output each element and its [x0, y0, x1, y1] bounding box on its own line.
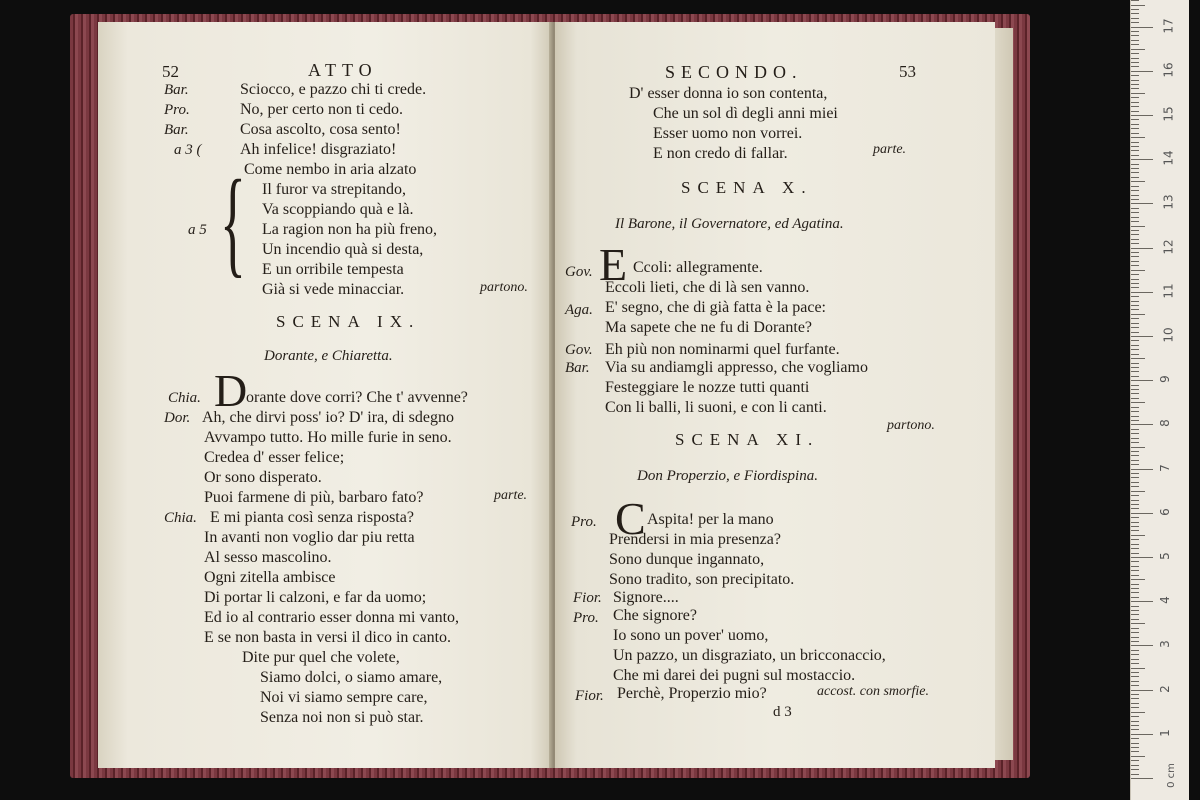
- ruler-tick: [1131, 725, 1139, 726]
- stage-direction: accost. con smorfie.: [817, 684, 929, 699]
- aria-line: Noi vi siamo sempre care,: [260, 689, 428, 706]
- verse-line: Un pazzo, un disgraziato, un bricconaccio,: [613, 647, 886, 664]
- ruler-tick: [1131, 579, 1145, 580]
- ruler-tick: [1131, 632, 1139, 633]
- ruler-tick: [1131, 376, 1139, 377]
- ruler-tick: [1131, 363, 1139, 364]
- ruler-tick: [1131, 146, 1139, 147]
- ruler-tick: [1131, 460, 1139, 461]
- ruler-tick: [1131, 115, 1153, 116]
- ruler-unit: 0 cm: [1165, 763, 1177, 788]
- ruler-tick: [1131, 327, 1139, 328]
- verse-line: Avvampo tutto. Ho mille furie in seno.: [204, 429, 452, 446]
- ruler-tick: [1131, 243, 1139, 244]
- ruler-tick: [1131, 690, 1153, 691]
- verse-line: Eh più non nominarmi quel furfante.: [605, 341, 840, 358]
- verse-line: Come nembo in aria alzato: [244, 161, 417, 178]
- ruler-tick: [1131, 734, 1153, 735]
- signature-mark: d 3: [773, 704, 792, 720]
- ruler-tick: [1131, 402, 1145, 403]
- ruler-tick: [1131, 455, 1139, 456]
- ruler-tick: [1131, 606, 1139, 607]
- ruler-number: 10: [1161, 327, 1176, 343]
- verse-line: Ah infelice! disgraziato!: [240, 141, 397, 158]
- ruler-tick: [1131, 181, 1145, 182]
- ruler-tick: [1131, 729, 1139, 730]
- ruler-tick: [1131, 195, 1139, 196]
- ruler-tick: [1131, 265, 1139, 266]
- ruler-tick: [1131, 469, 1153, 470]
- verse-line: E' segno, che di già fatta è la pace:: [605, 299, 826, 316]
- ruler-tick: [1131, 566, 1139, 567]
- speaker-label: Fior.: [573, 590, 602, 606]
- ruler-tick: [1131, 416, 1139, 417]
- running-head: ATTO: [308, 60, 378, 80]
- verse-line: Di portar li calzoni, e far da uomo;: [204, 589, 427, 606]
- ruler-number: 12: [1161, 238, 1176, 255]
- verse-line: Che un sol dì degli anni miei: [653, 105, 838, 122]
- voices-label: a 3 (: [174, 142, 202, 158]
- ruler-number: 1: [1157, 728, 1172, 737]
- verse-line: E se non basta in versi il dico in canto.: [204, 629, 452, 646]
- ruler-tick: [1131, 601, 1153, 602]
- ruler-tick: [1131, 623, 1145, 624]
- ruler-number: 2: [1157, 684, 1172, 693]
- ruler-tick: [1131, 504, 1139, 505]
- page-number: 52: [162, 62, 179, 81]
- verse-line: Eccoli lieti, che di là sen vanno.: [605, 279, 810, 296]
- verse-line: Sciocco, e pazzo chi ti crede.: [240, 81, 427, 98]
- verse-line: Ed io al contrario esser donna mi vanto,: [204, 609, 460, 626]
- ruler-tick: [1131, 473, 1139, 474]
- verse-line: Ma sapete che ne fu di Dorante?: [605, 319, 813, 336]
- ruler-tick: [1131, 756, 1145, 757]
- ruler-number: 5: [1157, 552, 1172, 560]
- ruler-tick: [1131, 654, 1139, 655]
- ruler-tick: [1131, 190, 1139, 191]
- ruler-tick: [1131, 318, 1139, 319]
- verse-line: E un orribile tempesta: [262, 261, 404, 278]
- speaker-label: Pro.: [164, 102, 190, 118]
- scene-title: SCENA XI.: [675, 430, 820, 449]
- ruler-tick: [1131, 760, 1139, 761]
- ruler-tick: [1131, 226, 1145, 227]
- ruler-tick: [1131, 694, 1139, 695]
- ruler-tick: [1131, 13, 1139, 14]
- brace-glyph: {: [220, 155, 246, 288]
- verse-line: Un incendio quà si desta,: [262, 241, 424, 258]
- scene-title: SCENA IX.: [276, 312, 421, 331]
- verse-line: No, per certo non ti cedo.: [240, 101, 404, 118]
- ruler-tick: [1131, 111, 1139, 112]
- speaker-label: Bar.: [565, 360, 590, 376]
- verse-line: Sono dunque ingannato,: [609, 551, 765, 568]
- ruler-tick: [1131, 371, 1139, 372]
- ruler-tick: [1131, 49, 1145, 50]
- ruler-tick: [1131, 71, 1153, 72]
- voices-label: a 5: [188, 222, 207, 238]
- speaker-label: Chia.: [164, 510, 197, 526]
- ruler-tick: [1131, 309, 1139, 310]
- ruler-tick: [1131, 508, 1139, 509]
- ruler-tick: [1131, 707, 1139, 708]
- ruler-tick: [1131, 778, 1153, 779]
- ruler-tick: [1131, 628, 1139, 629]
- ruler-tick: [1131, 128, 1139, 129]
- ruler-tick: [1131, 438, 1139, 439]
- ruler-tick: [1131, 287, 1139, 288]
- verse-line: Signore....: [613, 589, 679, 606]
- ruler-tick: [1131, 610, 1139, 611]
- ruler-tick: [1131, 239, 1139, 240]
- ruler-tick: [1131, 84, 1139, 85]
- ruler-tick: [1131, 672, 1139, 673]
- ruler-tick: [1131, 553, 1139, 554]
- page-number: 53: [899, 62, 916, 81]
- ruler-tick: [1131, 482, 1139, 483]
- ruler-tick: [1131, 641, 1139, 642]
- ruler-number: 4: [1157, 596, 1172, 605]
- scene-cast: Il Barone, il Governatore, ed Agatina.: [615, 216, 844, 232]
- ruler-tick: [1131, 575, 1139, 576]
- ruler-tick: [1131, 168, 1139, 169]
- ruler-tick: [1131, 451, 1139, 452]
- ruler-tick: [1131, 62, 1139, 63]
- ruler-tick: [1131, 557, 1153, 558]
- drop-cap: E: [599, 239, 628, 290]
- ruler-tick: [1131, 44, 1139, 45]
- ruler-tick: [1131, 393, 1139, 394]
- ruler-tick: [1131, 164, 1139, 165]
- ruler-tick: [1131, 495, 1139, 496]
- ruler-tick: [1131, 102, 1139, 103]
- ruler-tick: [1131, 637, 1139, 638]
- ruler-number: 16: [1161, 62, 1176, 78]
- ruler-tick: [1131, 0, 1139, 1]
- ruler-tick: [1131, 614, 1139, 615]
- ruler-tick: [1131, 491, 1145, 492]
- ruler-tick: [1131, 774, 1139, 775]
- stage-direction: partono.: [480, 280, 528, 295]
- verse-line: Esser uomo non vorrei.: [653, 125, 803, 142]
- ruler-tick: [1131, 698, 1139, 699]
- ruler-tick: [1131, 769, 1139, 770]
- ruler-tick: [1131, 592, 1139, 593]
- ruler-tick: [1131, 66, 1139, 67]
- running-head: SECONDO.: [665, 62, 803, 82]
- drop-cap: C: [615, 493, 646, 544]
- ruler-tick: [1131, 584, 1139, 585]
- ruler-tick: [1131, 80, 1139, 81]
- ruler-tick: [1131, 203, 1153, 204]
- ruler-tick: [1131, 133, 1139, 134]
- ruler-tick: [1131, 314, 1145, 315]
- ruler-tick: [1131, 429, 1139, 430]
- ruler-tick: [1131, 248, 1153, 249]
- ruler-tick: [1131, 124, 1139, 125]
- ruler-tick: [1131, 548, 1139, 549]
- ruler-tick: [1131, 703, 1139, 704]
- verse-line: Già si vede minacciar.: [262, 281, 405, 298]
- ruler-tick: [1131, 217, 1139, 218]
- ruler-tick: [1131, 172, 1139, 173]
- verse-line: Ccoli: allegramente.: [633, 259, 763, 276]
- ruler-tick: [1131, 296, 1139, 297]
- verse-line: Credea d' esser felice;: [204, 449, 345, 466]
- ruler-tick: [1131, 159, 1153, 160]
- ruler-tick: [1131, 738, 1139, 739]
- verse-line: Via su andiamgli appresso, che vogliamo: [605, 359, 868, 376]
- aria-line: Siamo dolci, o siamo amare,: [260, 669, 443, 686]
- ruler-tick: [1131, 31, 1139, 32]
- ruler-number: 11: [1161, 283, 1176, 299]
- ruler-tick: [1131, 561, 1139, 562]
- ruler-tick: [1131, 274, 1139, 275]
- ruler-tick: [1131, 398, 1139, 399]
- ruler-tick: [1131, 411, 1139, 412]
- ruler-tick: [1131, 535, 1145, 536]
- ruler-tick: [1131, 332, 1139, 333]
- speaker-label: Pro.: [573, 610, 599, 626]
- verse-line: La ragion non ha più freno,: [262, 221, 438, 238]
- ruler-tick: [1131, 645, 1153, 646]
- ruler-tick: [1131, 22, 1139, 23]
- speaker-label: Dor.: [164, 410, 191, 426]
- ruler-tick: [1131, 186, 1139, 187]
- ruler-tick: [1131, 221, 1139, 222]
- ruler-tick: [1131, 292, 1153, 293]
- ruler-tick: [1131, 345, 1139, 346]
- verse-line: Prendersi in mia presenza?: [609, 531, 781, 548]
- ruler-tick: [1131, 539, 1139, 540]
- drop-cap: D: [214, 365, 248, 416]
- ruler-tick: [1131, 177, 1139, 178]
- verse-line: E mi pianta così senza risposta?: [210, 509, 414, 526]
- ruler-number: 7: [1157, 463, 1172, 472]
- ruler-tick: [1131, 27, 1153, 28]
- ruler-tick: [1131, 442, 1139, 443]
- ruler-tick: [1131, 18, 1139, 19]
- speaker-label: Chia.: [168, 390, 201, 406]
- ruler-tick: [1131, 385, 1139, 386]
- ruler-tick: [1131, 420, 1139, 421]
- ruler-tick: [1131, 261, 1139, 262]
- stage-direction: parte.: [873, 142, 907, 157]
- ruler-tick: [1131, 137, 1145, 138]
- verse-line: Che mi darei dei pugni sul mostaccio.: [613, 667, 856, 684]
- verse-line: Ogni zitella ambisce: [204, 569, 336, 586]
- ruler-tick: [1131, 447, 1145, 448]
- ruler-tick: [1131, 349, 1139, 350]
- ruler-tick: [1131, 743, 1139, 744]
- ruler-tick: [1131, 765, 1139, 766]
- verse-line: Il furor va strepitando,: [262, 181, 406, 198]
- ruler-tick: [1131, 323, 1139, 324]
- verse-line: Cosa ascolto, cosa sento!: [240, 121, 401, 138]
- verse-line: E non credo di fallar.: [653, 145, 788, 162]
- ruler-tick: [1131, 716, 1139, 717]
- ruler-number: 3: [1157, 640, 1172, 649]
- ruler-tick: [1131, 208, 1139, 209]
- ruler-tick: [1131, 301, 1139, 302]
- ruler-number: 17: [1161, 17, 1176, 34]
- ruler-tick: [1131, 142, 1139, 143]
- ruler-tick: [1131, 477, 1139, 478]
- ruler-tick: [1131, 522, 1139, 523]
- ruler-tick: [1131, 340, 1139, 341]
- verse-line: Io sono un pover' uomo,: [613, 627, 769, 644]
- speaker-label: Gov.: [565, 342, 593, 358]
- ruler-tick: [1131, 155, 1139, 156]
- ruler-tick: [1131, 354, 1139, 355]
- ruler-tick: [1131, 40, 1139, 41]
- ruler-tick: [1131, 380, 1153, 381]
- ruler-tick: [1131, 75, 1139, 76]
- ruler-number: 9: [1157, 375, 1172, 384]
- ruler-tick: [1131, 712, 1145, 713]
- ruler-tick: [1131, 305, 1139, 306]
- ruler-tick: [1131, 517, 1139, 518]
- verse-line: Con li balli, li suoni, e con li canti.: [605, 399, 827, 416]
- ruler-tick: [1131, 659, 1139, 660]
- stage-direction: parte.: [494, 488, 528, 503]
- ruler-tick: [1131, 336, 1153, 337]
- aria-line: Dite pur quel che volete,: [242, 649, 400, 666]
- ruler-tick: [1131, 270, 1145, 271]
- ruler-tick: [1131, 234, 1139, 235]
- ruler-tick: [1131, 650, 1139, 651]
- ruler-tick: [1131, 676, 1139, 677]
- ruler-tick: [1131, 464, 1139, 465]
- verse-line: Va scoppiando quà e là.: [262, 201, 414, 218]
- ruler-tick: [1131, 35, 1139, 36]
- ruler-tick: [1131, 407, 1139, 408]
- verse-line: Che signore?: [613, 607, 697, 624]
- verse-line: Or sono disperato.: [204, 469, 322, 486]
- ruler-tick: [1131, 252, 1139, 253]
- right-page: [555, 22, 995, 768]
- speaker-label: Pro.: [571, 514, 597, 530]
- verse-line: In avanti non voglio dar piu retta: [204, 529, 415, 546]
- ruler-tick: [1131, 530, 1139, 531]
- ruler-tick: [1131, 358, 1145, 359]
- scene-cast: Dorante, e Chiaretta.: [264, 348, 393, 364]
- ruler-tick: [1131, 212, 1139, 213]
- ruler-tick: [1131, 544, 1139, 545]
- ruler-tick: [1131, 513, 1153, 514]
- verse-line: Puoi farmene di più, barbaro fato?: [204, 489, 424, 506]
- ruler-tick: [1131, 486, 1139, 487]
- ruler-number: 13: [1161, 194, 1176, 211]
- speaker-label: Aga.: [565, 302, 593, 318]
- ruler-tick: [1131, 283, 1139, 284]
- ruler-tick: [1131, 588, 1139, 589]
- ruler-tick: [1131, 53, 1139, 54]
- verse-line: Aspita! per la mano: [647, 511, 774, 528]
- scene-cast: Don Properzio, e Fiordispina.: [637, 468, 818, 484]
- ruler-tick: [1131, 58, 1139, 59]
- ruler-tick: [1131, 570, 1139, 571]
- ruler-number: 8: [1157, 419, 1172, 428]
- ruler-tick: [1131, 106, 1139, 107]
- ruler-tick: [1131, 500, 1139, 501]
- ruler-tick: [1131, 433, 1139, 434]
- verse-line: Al sesso mascolino.: [204, 549, 332, 566]
- ruler-tick: [1131, 747, 1139, 748]
- left-page: [98, 22, 553, 768]
- speaker-label: Fior.: [575, 688, 604, 704]
- ruler-number: 6: [1157, 507, 1172, 516]
- verse-line: orante dove corri? Che t' avvenne?: [246, 389, 468, 406]
- ruler-tick: [1131, 663, 1139, 664]
- ruler-number: 14: [1161, 150, 1176, 166]
- ruler-tick: [1131, 97, 1139, 98]
- aria-line: Senza noi non si può star.: [260, 709, 424, 726]
- ruler-tick: [1131, 119, 1139, 120]
- ruler-tick: [1131, 721, 1139, 722]
- ruler-tick: [1131, 526, 1139, 527]
- verse-line: Ah, che dirvi poss' io? D' ira, di sdegno: [202, 409, 454, 426]
- ruler-tick: [1131, 367, 1139, 368]
- stage-direction: partono.: [887, 418, 935, 433]
- ruler-tick: [1131, 619, 1139, 620]
- verse-line: D' esser donna io son contenta,: [629, 85, 828, 102]
- ruler-tick: [1131, 5, 1145, 6]
- ruler-tick: [1131, 597, 1139, 598]
- ruler-number: 15: [1161, 106, 1176, 122]
- ruler-tick: [1131, 668, 1145, 669]
- verse-line: Perchè, Properzio mio?: [617, 685, 767, 702]
- measurement-ruler: [1130, 0, 1189, 800]
- verse-line: Sono tradito, son precipitato.: [609, 571, 795, 588]
- ruler-tick: [1131, 685, 1139, 686]
- speaker-label: Bar.: [164, 82, 189, 98]
- ruler-tick: [1131, 279, 1139, 280]
- ruler-tick: [1131, 230, 1139, 231]
- ruler-tick: [1131, 424, 1153, 425]
- speaker-label: Gov.: [565, 264, 593, 280]
- scene-title: SCENA X.: [681, 178, 813, 197]
- ruler-tick: [1131, 389, 1139, 390]
- ruler-tick: [1131, 199, 1139, 200]
- ruler-tick: [1131, 9, 1139, 10]
- ruler-tick: [1131, 681, 1139, 682]
- ruler-tick: [1131, 93, 1145, 94]
- ruler-tick: [1131, 88, 1139, 89]
- ruler-tick: [1131, 751, 1139, 752]
- speaker-label: Bar.: [164, 122, 189, 138]
- ruler-tick: [1131, 256, 1139, 257]
- ruler-tick: [1131, 150, 1139, 151]
- verse-line: Festeggiare le nozze tutti quanti: [605, 379, 810, 396]
